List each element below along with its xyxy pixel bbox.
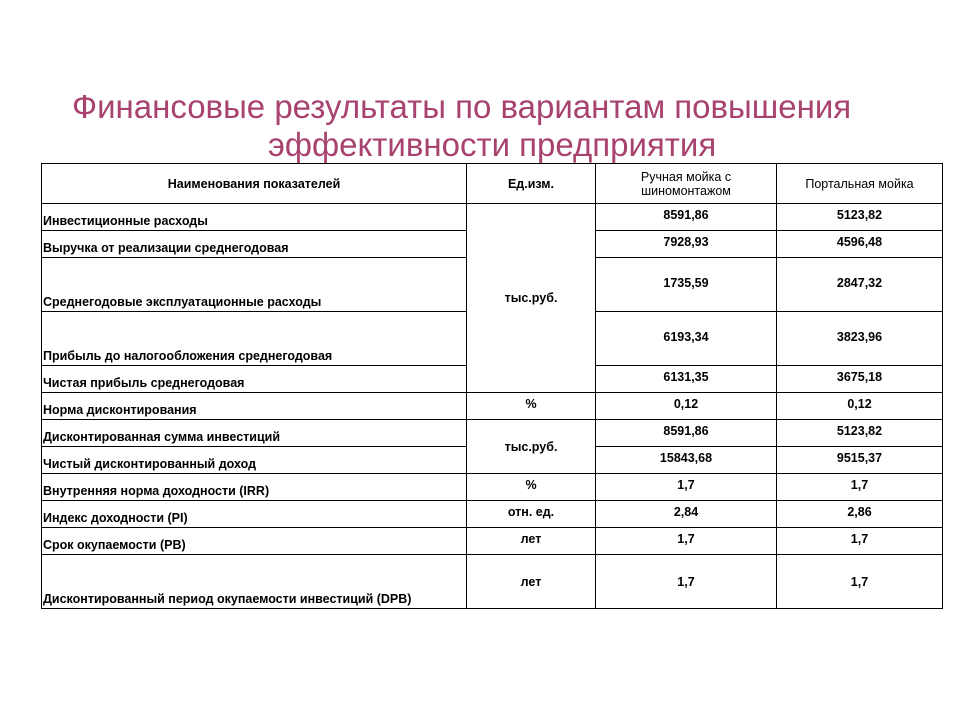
unit-cell: тыс.руб. (467, 420, 596, 474)
manual-value: 15843,68 (596, 447, 777, 474)
manual-value: 8591,86 (596, 420, 777, 447)
row-name: Норма дисконтирования (42, 393, 467, 420)
table-header-row (42, 164, 943, 204)
row-name: Внутренняя норма доходности (IRR) (42, 474, 467, 501)
unit-cell: лет (467, 555, 596, 609)
row-name: Среднегодовые эксплуатационные расходы (42, 258, 467, 312)
portal-value: 2847,32 (777, 258, 943, 312)
row-name: Чистая прибыль среднегодовая (42, 366, 467, 393)
table-row (42, 393, 943, 420)
row-name: Прибыль до налогообложения среднегодовая (42, 312, 467, 366)
table-row (42, 501, 943, 528)
row-name: Срок окупаемости (PB) (42, 528, 467, 555)
table-row (42, 420, 943, 447)
portal-value: 5123,82 (777, 204, 943, 231)
header-manual-wash-line-2: шиномонтажом (641, 183, 731, 198)
portal-value: 4596,48 (777, 231, 943, 258)
row-name: Дисконтированная сумма инвестиций (42, 420, 467, 447)
unit-cell: % (467, 393, 596, 420)
manual-value: 7928,93 (596, 231, 777, 258)
manual-value: 1,7 (596, 528, 777, 555)
portal-value: 0,12 (777, 393, 943, 420)
portal-value: 3823,96 (777, 312, 943, 366)
header-indicator: Наименования показателей (42, 164, 467, 204)
portal-value: 2,86 (777, 501, 943, 528)
table-row (42, 474, 943, 501)
unit-cell: % (467, 474, 596, 501)
manual-value: 1,7 (596, 474, 777, 501)
header-unit: Ед.изм. (467, 164, 596, 204)
header-manual-wash-line-1: Ручная мойка с (640, 169, 732, 184)
unit-cell: тыс.руб. (467, 204, 596, 393)
table-row (42, 528, 943, 555)
portal-value: 1,7 (777, 474, 943, 501)
row-name: Дисконтированный период окупаемости инвестиций (DPB) (42, 555, 467, 609)
manual-value: 6131,35 (596, 366, 777, 393)
slide-title-line-2: эффективности предприятия (268, 126, 717, 163)
table-row (42, 204, 943, 231)
row-name: Выручка от реализации среднегодовая (42, 231, 467, 258)
table-row (42, 555, 943, 609)
header-manual-wash (596, 164, 777, 204)
slide-title-line-1: Финансовые результаты по вариантам повышения (72, 88, 852, 125)
manual-value: 6193,34 (596, 312, 777, 366)
manual-value: 2,84 (596, 501, 777, 528)
header-portal-wash: Портальная мойка (777, 164, 943, 204)
row-name: Чистый дисконтированный доход (42, 447, 467, 474)
manual-value: 1,7 (596, 555, 777, 609)
slide-title (0, 88, 960, 164)
manual-value: 1735,59 (596, 258, 777, 312)
financial-results-table (41, 163, 943, 609)
manual-value: 0,12 (596, 393, 777, 420)
unit-cell: лет (467, 528, 596, 555)
row-name: Инвестиционные расходы (42, 204, 467, 231)
row-name: Индекс доходности (PI) (42, 501, 467, 528)
manual-value: 8591,86 (596, 204, 777, 231)
portal-value: 1,7 (777, 555, 943, 609)
portal-value: 9515,37 (777, 447, 943, 474)
portal-value: 5123,82 (777, 420, 943, 447)
portal-value: 3675,18 (777, 366, 943, 393)
portal-value: 1,7 (777, 528, 943, 555)
unit-cell: отн. ед. (467, 501, 596, 528)
